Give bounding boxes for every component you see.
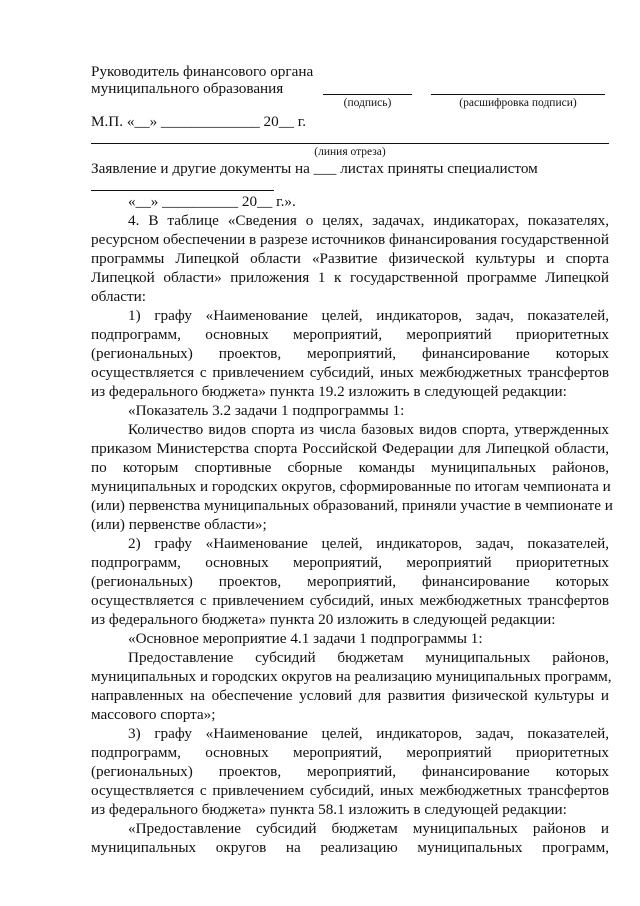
body-line: подпрограмм, основных мероприятий, мероприятий приоритетных [91,554,609,571]
body-line: муниципальных и городских округов на реализацию муниципальных программ, [91,668,612,685]
body-line: 1) графу «Наименование целей, индикаторов, задач, показателей, [128,307,609,324]
cut-line-caption: (линия отреза) [314,146,386,158]
body-line: из федерального бюджета» пункта 58.1 изложить в следующей редакции: [91,801,567,818]
body-line: осуществляется с привлечением субсидий, иных межбюджетных трансфертов [91,592,609,609]
body-line: осуществляется с привлечением субсидий, иных межбюджетных трансфертов [91,782,609,799]
specialist-line [91,190,274,191]
body-line: 3) графу «Наименование целей, индикаторов, задач, показателей, [128,725,609,742]
stamp-date-line: М.П. «__» _____________ 20__ г. [91,113,307,130]
accepted-date-line: «__» __________ 20__ г.». [128,193,296,210]
body-line: подпрограмм, основных мероприятий, мероприятий приоритетных [91,744,609,761]
body-line: массового спорта»; [91,706,216,723]
body-line: из федерального бюджета» пункта 20 изложить в следующей редакции: [91,611,556,628]
accepted-statement: Заявление и другие документы на ___ листах приняты специалистом [91,160,538,177]
cut-line [91,143,609,144]
body-line: из федерального бюджета» пункта 19.2 изложить в следующей редакции: [91,383,567,400]
body-line: приказом Министерства спорта Российской Федерации для Липецкой области, [91,440,609,457]
body-line: 2) графу «Наименование целей, индикаторов, задач, показателей, [128,535,609,552]
body-line: (региональных) проектов, мероприятий, финансирование которых [91,345,609,362]
body-line: (региональных) проектов, мероприятий, финансирование которых [91,573,609,590]
signature-decoding-line [431,94,605,95]
body-line: «Показатель 3.2 задачи 1 подпрограммы 1: [128,402,405,419]
body-line: направленных на обеспечение условий для развития физической культуры и [91,687,609,704]
body-line: осуществляется с привлечением субсидий, иных межбюджетных трансфертов [91,364,609,381]
body-line: (или) первенстве области»; [91,516,267,533]
body-line: «Предоставление субсидий бюджетам муниципальных районов и [128,820,609,837]
body-line: по которым спортивные сборные команды муниципальных районов, [91,459,609,476]
body-line: Количество видов спорта из числа базовых видов спорта, утвержденных [128,421,609,438]
body-line: подпрограмм, основных мероприятий, мероприятий приоритетных [91,326,609,343]
signature-caption: (подпись) [343,97,392,109]
body-line: Липецкой области» приложения 1 к государственной программе Липецкой [91,269,609,286]
head-title-line2: муниципального образования [91,80,284,97]
body-line: (региональных) проектов, мероприятий, финансирование которых [91,763,609,780]
body-line: ресурсном обеспечении в разрезе источников финансирования государственной [91,231,609,248]
body-line: Предоставление субсидий бюджетам муниципальных районов, [128,649,609,666]
body-line: 4. В таблице «Сведения о целях, задачах, индикаторах, показателях, [128,212,609,229]
body-line: муниципальных и городских округов, сформированные по итогам чемпионата и [91,478,611,495]
body-line: «Основное мероприятие 4.1 задачи 1 подпрограммы 1: [128,630,483,647]
signature-decoding-caption: (расшифровка подписи) [459,97,577,109]
body-line: программы Липецкой области «Развитие физической культуры и спорта [91,250,609,267]
body-line: области: [91,288,146,305]
body-line: (или) первенства муниципальных образований, приняли участие в чемпионате и [91,497,613,514]
head-title-line1: Руководитель финансового органа [91,63,314,80]
body-line: муниципальных округов на реализацию муниципальных программ, [91,839,609,856]
signature-line [323,94,412,95]
